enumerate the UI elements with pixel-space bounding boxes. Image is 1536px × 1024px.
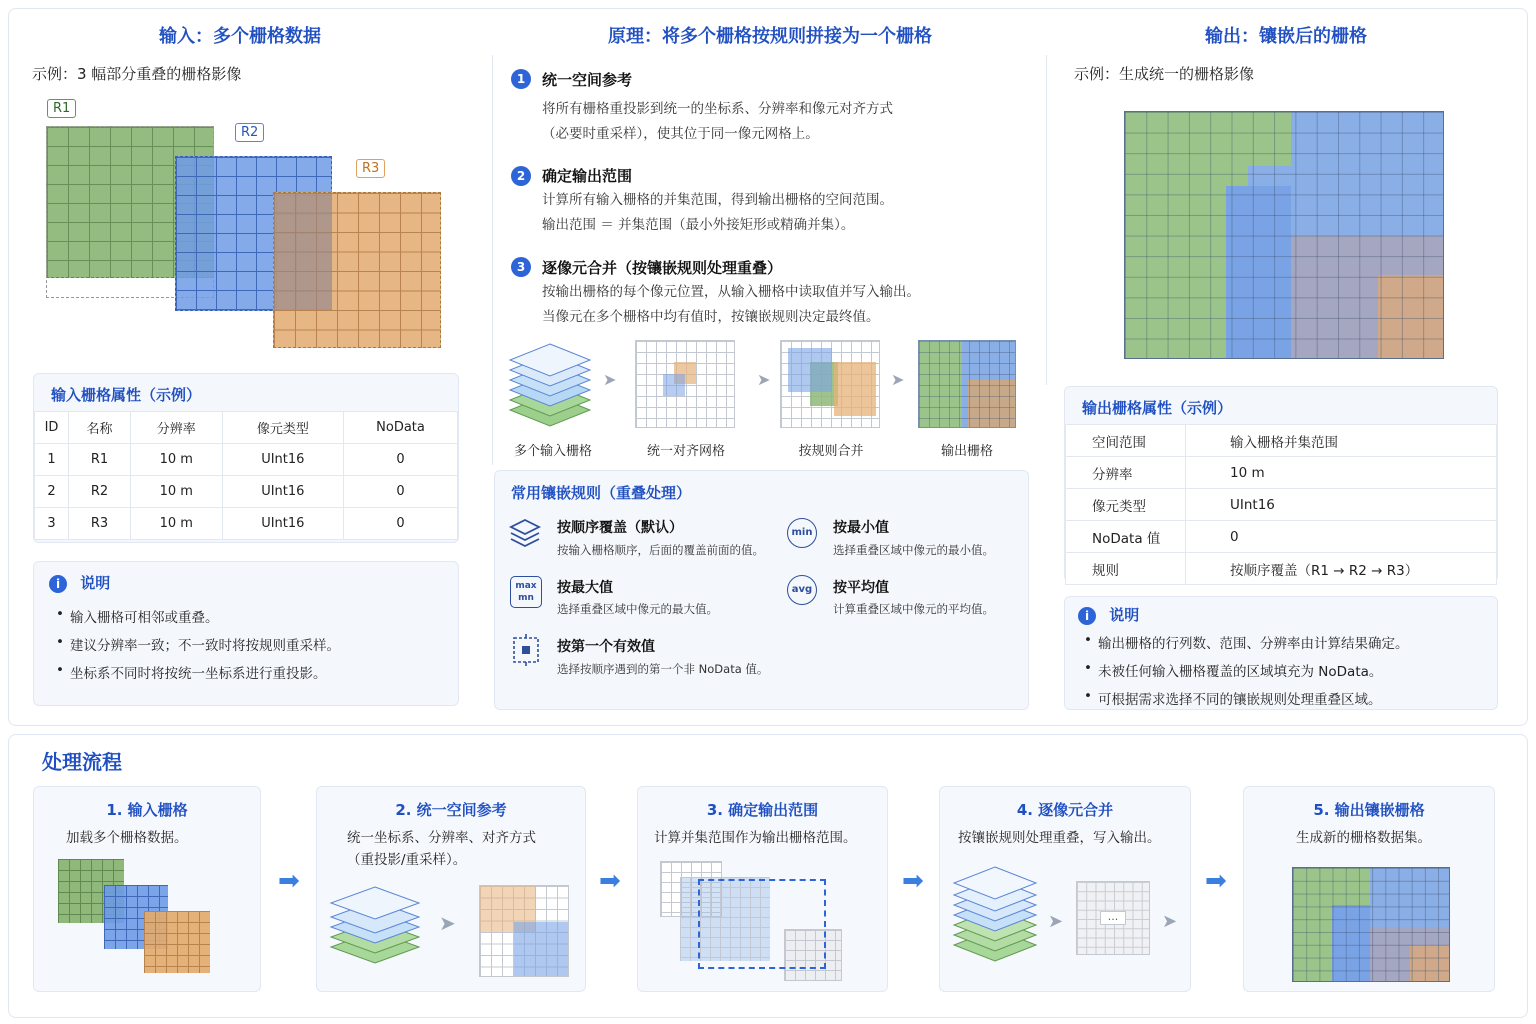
output-subtitle: 示例：生成统一的栅格影像 bbox=[1074, 65, 1255, 83]
rule-4-desc: 计算重叠区域中像元的平均值。 bbox=[833, 602, 994, 616]
cell: 10 m bbox=[1186, 457, 1497, 489]
cell: 2 bbox=[35, 476, 69, 508]
label-r1: R1 bbox=[47, 99, 76, 118]
principle-title: 原理：将多个栅格按规则拼接为一个栅格 bbox=[608, 26, 932, 47]
arrow-icon: ➤ bbox=[439, 911, 456, 935]
rule-5-name: 按第一个有效值 bbox=[557, 639, 655, 655]
cell: R2 bbox=[69, 476, 131, 508]
flow3-extent bbox=[698, 879, 826, 969]
arrow-icon: ➤ bbox=[603, 370, 617, 389]
list-item: • 坐标系不同时将按统一坐标系进行重投影。 bbox=[54, 662, 454, 682]
output-attr-title: 输出栅格属性（示例） bbox=[1082, 399, 1233, 417]
desc-line: 计算所有输入栅格的并集范围，得到输出栅格的空间范围。 bbox=[542, 192, 893, 208]
list-item: • 可根据需求选择不同的镶嵌规则处理重叠区域。 bbox=[1082, 688, 1492, 708]
flow-step-4-title: 4. 逐像元合并 bbox=[1016, 801, 1114, 819]
col-nodata: NoData bbox=[344, 412, 458, 444]
table-row bbox=[35, 444, 458, 476]
flow-step-3-desc bbox=[654, 827, 857, 849]
min-icon: min bbox=[787, 518, 817, 548]
cell: UInt16 bbox=[222, 476, 343, 508]
cell: 规则 bbox=[1066, 553, 1186, 585]
info-icon: i bbox=[1078, 607, 1096, 625]
list-item: • 建议分辨率一致；不一致时将按规则重采样。 bbox=[54, 634, 454, 654]
flow-arrow-icon: ➡ bbox=[1205, 866, 1227, 896]
desc-line: 计算并集范围作为输出栅格范围。 bbox=[654, 830, 857, 846]
mn-text: mn bbox=[518, 593, 534, 603]
col-res: 分辨率 bbox=[130, 412, 222, 444]
flow-step-3-title: 3. 确定输出范围 bbox=[706, 801, 819, 819]
desc-line: 生成新的栅格数据集。 bbox=[1296, 830, 1431, 846]
step-1-badge: 1 bbox=[511, 69, 531, 89]
flow-arrow-icon: ➡ bbox=[599, 866, 621, 896]
flow-arrow-icon: ➡ bbox=[902, 866, 924, 896]
flow-step-4 bbox=[939, 786, 1191, 992]
overlap-r2-r3 bbox=[274, 193, 332, 310]
info-icon: i bbox=[49, 575, 67, 593]
output-notes-list bbox=[1082, 632, 1492, 716]
cell: 输入栅格并集范围 bbox=[1186, 425, 1497, 457]
cell: 10 m bbox=[130, 508, 222, 540]
output-grid-lines bbox=[918, 340, 1016, 428]
flow-title: 处理流程 bbox=[42, 750, 122, 774]
list-item: • 输入栅格可相邻或重叠。 bbox=[54, 606, 454, 626]
output-mosaic-grid bbox=[1124, 111, 1444, 359]
desc-line: 当像元在多个栅格中均有值时，按镶嵌规则决定最终值。 bbox=[542, 309, 880, 325]
cell: UInt16 bbox=[1186, 489, 1497, 521]
desc-line: 按镶嵌规则处理重叠，写入输出。 bbox=[958, 830, 1161, 846]
flow-step-2-desc bbox=[347, 827, 536, 871]
cell: 0 bbox=[344, 444, 458, 476]
cell: 10 m bbox=[130, 476, 222, 508]
step-3-desc bbox=[542, 280, 920, 330]
cell: 按顺序覆盖（R1 → R2 → R3） bbox=[1186, 553, 1497, 585]
cell: 3 bbox=[35, 508, 69, 540]
max-min-icon bbox=[510, 576, 542, 608]
step-2-name: 确定输出范围 bbox=[542, 167, 633, 185]
rule-1-name: 按顺序覆盖（默认） bbox=[557, 520, 683, 536]
table-row bbox=[35, 508, 458, 540]
output-attr-table bbox=[1065, 424, 1497, 585]
first-valid-icon bbox=[510, 634, 542, 666]
flow5-grid bbox=[1292, 867, 1450, 982]
desc-line: 统一坐标系、分辨率、对齐方式 bbox=[347, 830, 536, 846]
desc-line: 加载多个栅格数据。 bbox=[66, 830, 188, 846]
max-text: max bbox=[515, 581, 537, 591]
output-notes-head bbox=[1078, 604, 1139, 625]
flow-step-5-desc bbox=[1296, 827, 1431, 849]
aligned-cell-blue bbox=[663, 374, 685, 396]
table-row bbox=[35, 476, 458, 508]
input-notes-list bbox=[54, 606, 454, 690]
arrow-icon: ➤ bbox=[757, 370, 771, 389]
rule-5-desc: 选择按顺序遇到的第一个非 NoData 值。 bbox=[557, 662, 769, 676]
step-1-desc bbox=[542, 97, 893, 147]
illus-aligned-grid bbox=[635, 340, 735, 428]
desc-line: 输出范围 ＝ 并集范围（最小外接矩形或精确并集）。 bbox=[542, 217, 855, 233]
cell: 0 bbox=[344, 508, 458, 540]
table-row bbox=[1066, 521, 1497, 553]
cell: 0 bbox=[1186, 521, 1497, 553]
cell: UInt16 bbox=[222, 444, 343, 476]
table-row bbox=[1066, 489, 1497, 521]
flow-step-3 bbox=[637, 786, 888, 992]
cell: R3 bbox=[69, 508, 131, 540]
desc-line: （必要时重采样），使其位于同一像元网格上。 bbox=[542, 126, 819, 142]
notes-title: 说明 bbox=[1109, 606, 1140, 624]
cell: NoData 值 bbox=[1066, 521, 1186, 553]
divider bbox=[1046, 55, 1047, 385]
desc-line: （重投影/重采样）。 bbox=[347, 852, 467, 868]
rule-1-desc: 按输入栅格顺序，后面的覆盖前面的值。 bbox=[557, 543, 764, 557]
flow2-layers bbox=[327, 879, 423, 971]
rule-4-name: 按平均值 bbox=[833, 580, 889, 596]
rule-2-name: 按最小值 bbox=[833, 520, 889, 536]
cell: 1 bbox=[35, 444, 69, 476]
illus-label-3: 按规则合并 bbox=[798, 444, 864, 459]
step-2-badge: 2 bbox=[511, 166, 531, 186]
cell: R1 bbox=[69, 444, 131, 476]
col-type: 像元类型 bbox=[222, 412, 343, 444]
rule-2-desc: 选择重叠区域中像元的最小值。 bbox=[833, 543, 994, 557]
illus-label-4: 输出栅格 bbox=[940, 444, 993, 459]
cell: UInt16 bbox=[222, 508, 343, 540]
table-row bbox=[1066, 457, 1497, 489]
output-title: 输出：镶嵌后的栅格 bbox=[1205, 26, 1367, 47]
desc-line: 将所有栅格重投影到统一的坐标系、分辨率和像元对齐方式 bbox=[542, 101, 893, 117]
step-3-badge: 3 bbox=[511, 257, 531, 277]
label-r3: R3 bbox=[356, 159, 385, 178]
cell: 像元类型 bbox=[1066, 489, 1186, 521]
illus-stacked-layers bbox=[506, 338, 594, 434]
flow-step-1-desc bbox=[66, 827, 188, 849]
list-item: • 输出栅格的行列数、范围、分辨率由计算结果确定。 bbox=[1082, 632, 1492, 652]
table-row bbox=[1066, 425, 1497, 457]
input-notes-head bbox=[49, 572, 110, 593]
input-attr-table bbox=[34, 411, 458, 540]
flow-arrow-icon: ➡ bbox=[278, 866, 300, 896]
merge-blue bbox=[788, 348, 832, 392]
cell: 分辨率 bbox=[1066, 457, 1186, 489]
flow1-orange bbox=[144, 911, 210, 973]
cell: 空间范围 bbox=[1066, 425, 1186, 457]
flow-step-2-title: 2. 统一空间参考 bbox=[395, 801, 507, 819]
arrow-icon: ➤ bbox=[1048, 911, 1064, 932]
illus-label-2: 统一对齐网格 bbox=[646, 444, 725, 459]
arrow-icon: ➤ bbox=[891, 370, 905, 389]
flow-step-1-title: 1. 输入栅格 bbox=[106, 801, 188, 819]
flow4-ellipsis: ... bbox=[1100, 911, 1126, 925]
rule-3-desc: 选择重叠区域中像元的最大值。 bbox=[557, 602, 718, 616]
illus-label-1: 多个输入栅格 bbox=[513, 444, 592, 459]
merge-orange bbox=[834, 362, 876, 416]
table-row bbox=[1066, 553, 1497, 585]
desc-line: 按输出栅格的每个像元位置，从输入栅格中读取值并写入输出。 bbox=[542, 284, 920, 300]
col-name: 名称 bbox=[69, 412, 131, 444]
rule-3-name: 按最大值 bbox=[557, 580, 613, 596]
flow-step-1 bbox=[33, 786, 261, 992]
list-item: • 未被任何输入栅格覆盖的区域填充为 NoData。 bbox=[1082, 660, 1492, 680]
arrow-icon: ➤ bbox=[1162, 911, 1178, 932]
cell: 10 m bbox=[130, 444, 222, 476]
avg-icon: avg bbox=[787, 575, 817, 605]
flow4-layers bbox=[950, 859, 1040, 969]
step-1-name: 统一空间参考 bbox=[542, 71, 633, 89]
flow2-blue bbox=[514, 922, 568, 976]
input-subtitle: 示例：3 幅部分重叠的栅格影像 bbox=[32, 65, 242, 83]
notes-title: 说明 bbox=[80, 574, 111, 592]
divider bbox=[492, 55, 493, 465]
layers-icon bbox=[508, 516, 542, 550]
flow-step-4-desc bbox=[958, 827, 1161, 849]
input-title: 输入：多个栅格数据 bbox=[159, 26, 321, 47]
step-2-desc bbox=[542, 188, 893, 238]
flow-step-5-title: 5. 输出镶嵌栅格 bbox=[1313, 801, 1425, 819]
flow-step-5 bbox=[1243, 786, 1495, 992]
flow-step-2 bbox=[316, 786, 586, 992]
col-id: ID bbox=[35, 412, 69, 444]
input-attr-title: 输入栅格属性（示例） bbox=[51, 386, 202, 404]
rules-title: 常用镶嵌规则（重叠处理） bbox=[511, 484, 692, 502]
cell: 0 bbox=[344, 476, 458, 508]
label-r2: R2 bbox=[235, 123, 264, 142]
step-3-name: 逐像元合并（按镶嵌规则处理重叠） bbox=[542, 259, 783, 277]
